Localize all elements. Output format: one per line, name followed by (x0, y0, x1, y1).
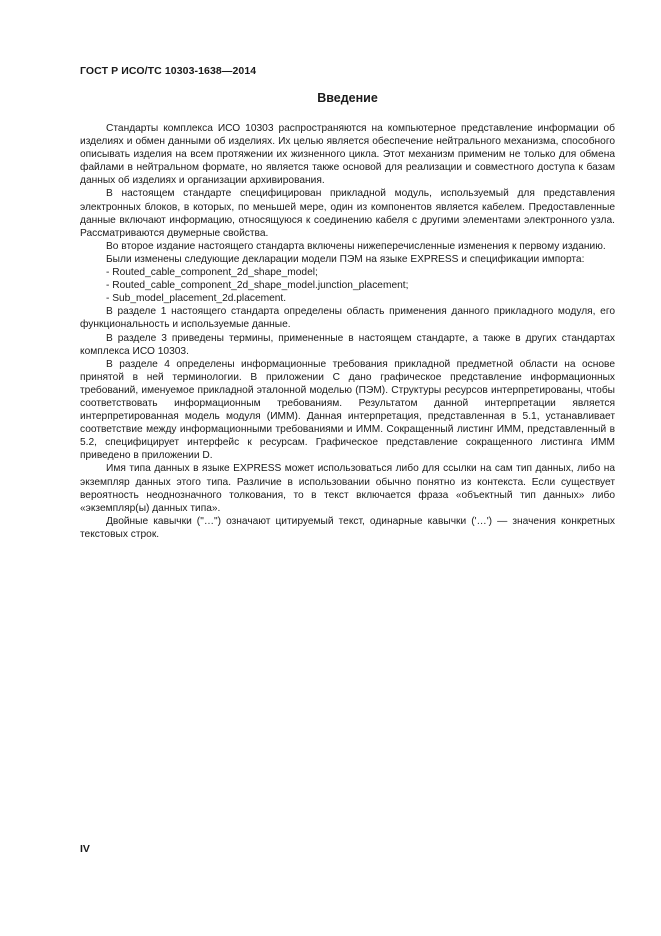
list-item: - Routed_cable_component_2d_shape_model; (106, 267, 318, 279)
list-item: - Sub_model_placement_2d.placement. (106, 293, 287, 305)
section-title: Введение (317, 91, 378, 105)
paragraph: Были изменены следующие декларации модели ПЭМ на языке EXPRESS и спецификации импорта: (106, 253, 585, 265)
list-item: - Routed_cable_component_2d_shape_model.junction_placement; (106, 280, 409, 292)
paragraph: Двойные кавычки ("…") означают цитируемый текст, одинарные кавычки ('…') — значения конкретных текстовых строк. (80, 515, 615, 540)
paragraph: Имя типа данных в языке EXPRESS может использоваться либо для ссылки на сам тип данных, либо на экземпляр данных этого типа. Различие в использовании обычно понятно из контекста. Если существует вероятность неоднозначного толкования, то в текст включается фраза «объектный тип данных» либо «экземпляр(ы) данных типа». (80, 463, 615, 514)
paragraph: В разделе 3 приведены термины, примененные в настоящем стандарте, а также в других стандартах комплекса ИСО 10303. (80, 332, 615, 357)
paragraph: Во второе издание настоящего стандарта включены нижеперечисленные изменения к первому изданию. (106, 240, 606, 252)
paragraph: В настоящем стандарте специфицирован прикладной модуль, используемый для представления электронных блоков, в которых, по меньшей мере, один из компонентов является кабелем. Предоставленные данные включают информацию, относящуюся к соединению кабеля с другими элементами электронного узла. Рассматриваются двумерные свойства. (80, 188, 615, 239)
document-header: ГОСТ Р ИСО/ТС 10303-1638—2014 (80, 65, 257, 77)
paragraph: Стандарты комплекса ИСО 10303 распространяются на компьютерное представление информации об изделиях и обмен данными об изделиях. Их целью является обеспечение нейтрального механизма, способного описывать изделия на всем протяжении их жизненного цикла. Этот механизм применим не только для обмена файлами в нейтральном формате, но является также основой для реализации и совместного доступа к базам данных об изделиях и организации архивирования. (80, 123, 615, 187)
page-number: IV (80, 843, 90, 855)
paragraph: В разделе 4 определены информационные требования прикладной предметной области на основе принятой в ней терминологии. В приложении С дано графическое представление информационных требований, именуемое прикладной эталонной моделью (ПЭМ). Структуры ресурсов интерпретированы, чтобы соответствовать информационным требованиям. Результатом данной интерпретации является интерпретированная модель модуля (ИММ). Данная интерпретация, представленная в 5.1, устанавливает соответствие между информационными требованиями и ИММ. Сокращенный листинг ИММ, представленный в 5.2, специфицирует интерфейс к ресурсам. Графическое представление сокращенного листинга ИММ приведено в приложении D. (80, 358, 615, 462)
paragraph: В разделе 1 настоящего стандарта определены область применения данного прикладного модуля, его функциональность и используемые данные. (80, 306, 615, 331)
body-text (80, 122, 615, 541)
